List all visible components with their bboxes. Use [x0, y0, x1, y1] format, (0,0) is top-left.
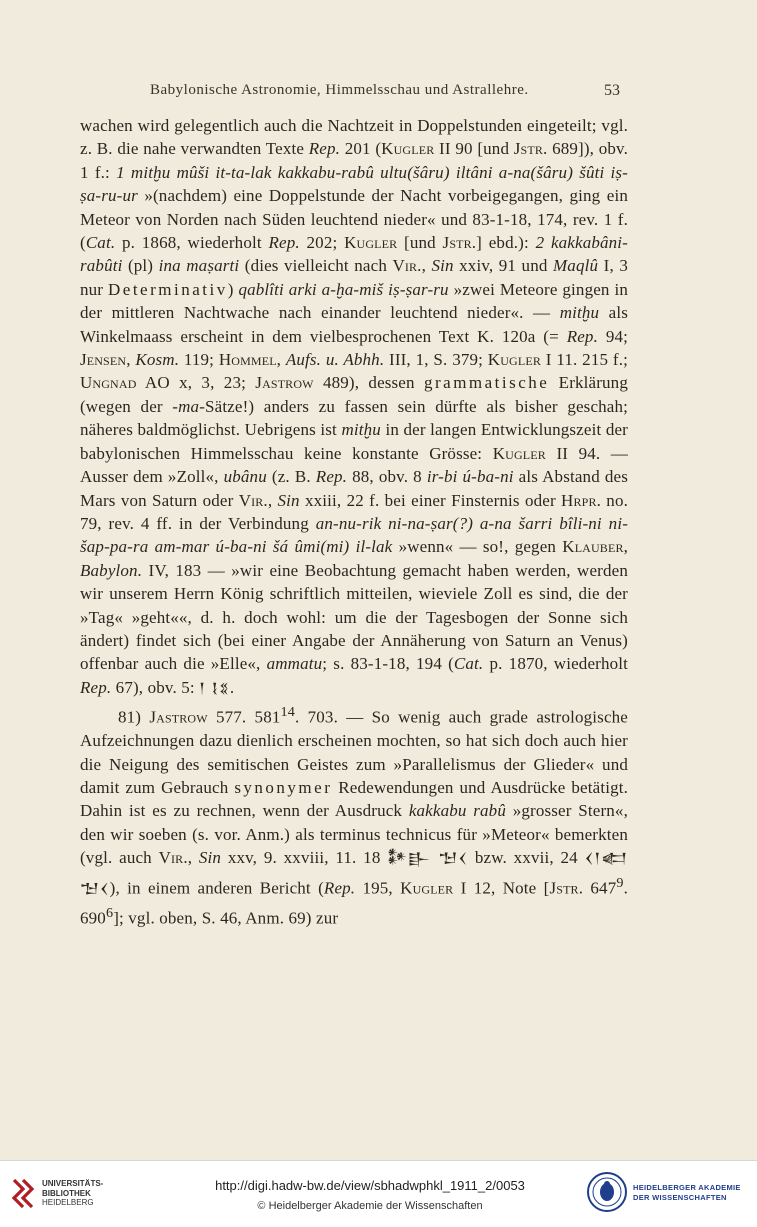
university-library-logo-icon [10, 1176, 36, 1212]
body-text [80, 114, 628, 930]
copyright-notice: © Heidelberger Akademie der Wissenschaften [257, 1200, 483, 1212]
paragraph-note-81: 81) Jastrow 577. $581^{14}$. 703. — So wenig auch grade astrologische Aufzeichnungen dazu dienlich erscheinen mochten, so hat sich doch auch hier die Neigung des semitischen Geistes zum »Parallelismus der Glieder« und damit zum Gebrauch synonymer Redewendungen und Ausdrücke betätigt. Dahin ist es zu rechnen, wenn der Ausdruck kakkabu rabû »grosser Stern«, den wir soeben (s. vor. Anm.) als terminus technicus für »Meteor« bemerkten (vgl. auch Vir., Sin xxv, 9. xxviii, 11. 18 𒀯𒃲 𒈠𒌋 bzw. xxvii, 24 𒌋𒁹𒅗 𒈠𒌋), in einem anderen Bericht (Rep. 195, Kugler I 12, Note [Jstr. $647^9$. $690^6$]; vgl. oben, S. 46, Anm. 69) zur [80, 704, 628, 928]
cuneiform-sign: 𒀯𒃲 𒈠𒌋 [387, 851, 469, 868]
viewer-footer [0, 1160, 757, 1227]
cuneiform-sign: 𒁹 𒋙𒐏 [199, 680, 230, 697]
permalink-url[interactable]: http://digi.hadw-bw.de/view/sbhadwphkl_1911_2/0053 [215, 1178, 525, 1193]
page-number: 53 [604, 82, 620, 99]
running-head: Babylonische Astronomie, Himmelsschau und Astrallehre. [150, 82, 529, 98]
library-name: UNIVERSITÄTS- BIBLIOTHEK HEIDELBERG [42, 1179, 104, 1207]
academy-seal-icon [586, 1171, 628, 1213]
academy-name: HEIDELBERGER AKADEMIE DER WISSENSCHAFTEN [633, 1183, 741, 1202]
cuneiform-sign: 𒌋𒁹𒅗 𒈠𒌋 [80, 851, 628, 898]
paragraph-80-continuation: wachen wird gelegentlich auch die Nachtzeit in Doppelstunden eingeteilt; vgl. z. B. die nahe verwandten Texte Rep. 201 (Kugler II 90 [und Jstr. 689]), obv. 1 f.: 1 mitḫu mûši it-ta-lak kakkabu-rabû ultu(šâru) iltâni a-na(šâru) šûti iṣ-ṣa-ru-ur »(nachdem) eine Doppelstunde der Nacht vorbeigegangen, ging ein Meteor von Norden nach Süden leuchtend nieder« und 83-1-18, 174, rev. 1 f. (Cat. p. 1868, wiederholt Rep. 202; Kugler [und Jstr.] ebd.): 2 kakkabâni-rabûti (pl) ina maṣarti (dies vielleicht nach Vir., Sin xxiv, 91 und Maqlû I, 3 nur Determinativ) qablîti arki a-ḫa-miš iṣ-ṣar-ru »zwei Meteore gingen in der mittleren Nachtwache nach einander leuchtend nieder«. — mitḫu als Winkelmaass erscheint in dem vielbesprochenen Text K. 120a (= Rep. 94; Jensen, Kosm. 119; Hommel, Aufs. u. Abhh. III, 1, S. 379; Kugler I 11. 215 f.; Ungnad AO x, 3, 23; Jastrow 489), dessen grammatische Erklärung (wegen der -ma-Sätze!) anders zu fassen sein dürfte als bisher geschah; näheres baldmöglichst. Uebrigens ist mitḫu in der langen Entwicklungszeit der babylonischen Himmelsschau keine konstante Grösse: Kugler II 94. — Ausser dem »Zoll«, ubânu (z. B. Rep. 88, obv. 8 ir-bi ú-ba-ni als Abstand des Mars von Saturn oder Vir., Sin xxiii, 22 f. bei einer Finsternis oder Hrpr. no. 79, rev. 4 ff. in der Verbindung an-nu-rik ni-na-ṣar(?) a-na šarri bîli-ni ni-šap-pa-ra am-mar ú-ba-ni šá ûmi(mi) il-lak »wenn« — so!, gegen Klauber, Babylon. IV, 183 — »wir eine Beobachtung gemacht haben werden, werden wir unserem Herrn König schriftlich mitteilen, wieviele Zoll es sind, die der »Tag« »geht««, d. h. doch wohl: um die der Tagesbogen der Sonne sich ändert) findet sich (bei einer Angabe der Annäherung von Saturn an Venus) offenbar auch die »Elle«, ammatu; s. 83-1-18, 194 (Cat. p. 1870, wiederholt Rep. 67), obv. 5: 𒁹 𒋙𒐏. [80, 116, 629, 697]
